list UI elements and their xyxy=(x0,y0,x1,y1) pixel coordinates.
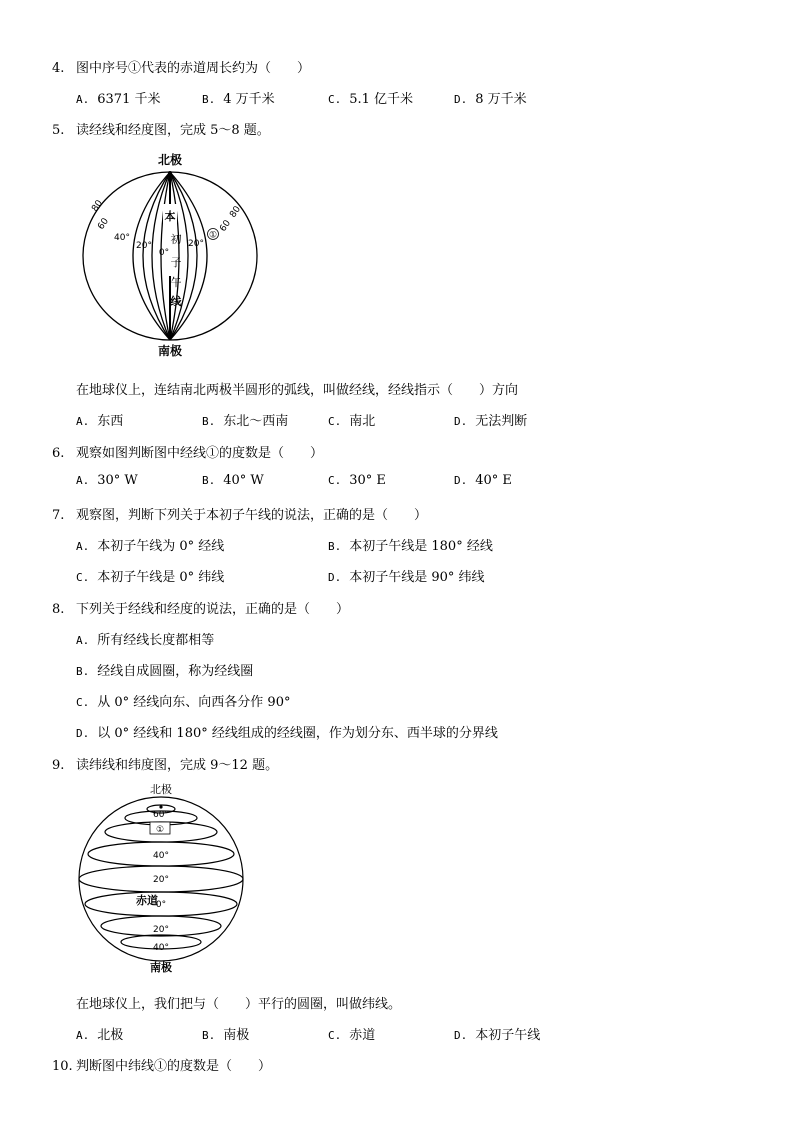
lat-label-20s: 20° xyxy=(153,925,169,935)
option-key: D. xyxy=(454,415,468,428)
question-text: 读纬线和纬度图，完成 9～12 题。 xyxy=(76,758,279,773)
marker-label-1: ① xyxy=(155,825,165,835)
option-text: 北极 xyxy=(97,1028,124,1043)
lat-label-20n: 20° xyxy=(153,875,169,885)
option-a[interactable] xyxy=(76,1024,123,1043)
question-7 xyxy=(52,504,427,523)
question-4 xyxy=(52,57,310,76)
question-number: 10. xyxy=(52,1059,73,1074)
lat-label-40s: 40° xyxy=(153,943,169,953)
question-6 xyxy=(52,442,323,461)
north-pole-label: 北极 xyxy=(157,153,183,167)
option-key: C. xyxy=(328,93,342,106)
option-b[interactable] xyxy=(202,88,275,107)
prime-meridian-char: 子 xyxy=(170,256,182,269)
option-a[interactable] xyxy=(76,473,138,488)
option-key: A. xyxy=(76,634,90,647)
option-text: 东西 xyxy=(97,414,124,429)
option-key: D. xyxy=(76,727,90,740)
degree-label-20e: 20° xyxy=(188,239,204,249)
option-c[interactable] xyxy=(76,566,224,585)
option-text: 本初子午线是 0° 纬线 xyxy=(97,570,225,585)
option-c[interactable] xyxy=(328,1024,375,1043)
south-pole-label: 南极 xyxy=(157,344,183,358)
north-pole-label: 北极 xyxy=(150,783,172,796)
south-pole-label: 南极 xyxy=(150,961,172,974)
option-text: 40° E xyxy=(475,473,512,488)
degree-label-60w: 60 xyxy=(96,216,112,232)
north-pole-dot xyxy=(159,805,162,808)
question-5-stem: 在地球仪上，连结南北两极半圆形的弧线，叫做经线，经线指示（ ）方向 xyxy=(76,383,519,398)
option-b[interactable] xyxy=(202,473,264,488)
option-text: 40° W xyxy=(223,473,264,488)
option-text: 赤道 xyxy=(349,1028,376,1043)
option-b[interactable] xyxy=(202,410,288,429)
option-d[interactable] xyxy=(454,1024,540,1043)
prime-meridian-char: 初 xyxy=(170,233,182,246)
prime-meridian-char: 午 xyxy=(170,276,182,289)
option-text: 30° E xyxy=(349,473,386,488)
option-key: A. xyxy=(76,540,90,553)
option-key: A. xyxy=(76,474,90,487)
lat-label-40n: 40° xyxy=(153,851,169,861)
option-key: A. xyxy=(76,1029,90,1042)
option-key: A. xyxy=(76,415,90,428)
question-text: 读经线和经度图，完成 5～8 题。 xyxy=(76,123,270,138)
option-text: 南北 xyxy=(349,414,376,429)
option-key: B. xyxy=(76,665,90,678)
question-number: 6. xyxy=(52,446,65,461)
option-b[interactable] xyxy=(76,660,253,679)
degree-label-40w: 40° xyxy=(114,233,130,243)
option-text: 本初子午线为 0° 经线 xyxy=(97,539,225,554)
option-text: 以 0° 经线和 180° 经线组成的经线圈，作为划分东、西半球的分界线 xyxy=(97,726,498,741)
option-text: 本初子午线 xyxy=(475,1028,541,1043)
option-key: B. xyxy=(202,1029,216,1042)
marker-label-1: ① xyxy=(208,230,218,241)
option-key: D. xyxy=(454,93,468,106)
question-number: 4. xyxy=(52,61,65,76)
question-10 xyxy=(52,1055,271,1074)
degree-label-80e: 80 xyxy=(228,204,244,220)
option-d[interactable] xyxy=(328,566,485,585)
option-text: 东北～西南 xyxy=(223,414,289,429)
equator-label: 赤道 xyxy=(136,894,158,907)
option-a[interactable] xyxy=(76,629,214,648)
question-text: 观察图，判断下列关于本初子午线的说法，正确的是（ ） xyxy=(76,508,428,523)
option-text: 经线自成圆圈，称为经线圈 xyxy=(97,664,254,679)
option-text: 无法判断 xyxy=(475,414,528,429)
question-number: 5. xyxy=(52,123,65,138)
question-number: 7. xyxy=(52,508,65,523)
option-text: 4 万千米 xyxy=(223,92,275,107)
latitude-globe-figure xyxy=(76,780,246,975)
question-text: 图中序号①代表的赤道周长约为（ ） xyxy=(76,61,311,76)
option-d[interactable] xyxy=(454,410,527,429)
lat-label-0: 0° xyxy=(155,900,167,910)
option-key: D. xyxy=(328,571,342,584)
option-a[interactable] xyxy=(76,535,224,554)
option-text: 5.1 亿千米 xyxy=(349,92,414,107)
option-d[interactable] xyxy=(454,88,527,107)
option-a[interactable] xyxy=(76,88,160,107)
option-key: B. xyxy=(202,93,216,106)
degree-label-20w: 20° xyxy=(136,241,152,251)
degree-label-80w: 80 xyxy=(90,198,106,214)
option-key: B. xyxy=(202,415,216,428)
option-key: A. xyxy=(76,93,90,106)
question-9-stem: 在地球仪上，我们把与（ ）平行的圆圈，叫做纬线。 xyxy=(76,997,402,1012)
question-8 xyxy=(52,598,349,617)
zero-degree-label: 0° xyxy=(158,248,170,258)
option-a[interactable] xyxy=(76,410,123,429)
meridian-globe-figure xyxy=(76,148,266,363)
question-9 xyxy=(52,754,278,773)
option-key: C. xyxy=(76,571,90,584)
option-text: 8 万千米 xyxy=(475,92,527,107)
option-b[interactable] xyxy=(202,1024,249,1043)
option-text: 本初子午线是 90° 纬线 xyxy=(349,570,485,585)
option-c[interactable] xyxy=(76,691,290,710)
option-key: B. xyxy=(202,474,216,487)
degree-label-60e: 60 xyxy=(218,218,234,234)
question-number: 9. xyxy=(52,758,65,773)
option-text: 所有经线长度都相等 xyxy=(97,633,215,648)
option-text: 6371 千米 xyxy=(97,92,161,107)
option-key: C. xyxy=(328,1029,342,1042)
prime-meridian-char: 线 xyxy=(170,295,182,308)
question-text: 判断图中纬线①的度数是（ ） xyxy=(76,1059,272,1074)
option-d[interactable] xyxy=(76,722,498,741)
option-text: 从 0° 经线向东、向西各分作 90° xyxy=(97,695,291,710)
option-key: C. xyxy=(76,696,90,709)
option-text: 南极 xyxy=(223,1028,250,1043)
option-key: D. xyxy=(454,474,468,487)
question-text: 下列关于经线和经度的说法，正确的是（ ） xyxy=(76,602,350,617)
option-c[interactable] xyxy=(328,473,386,488)
question-5 xyxy=(52,119,270,138)
option-d[interactable] xyxy=(454,473,512,488)
option-text: 本初子午线是 180° 经线 xyxy=(349,539,493,554)
option-key: C. xyxy=(328,415,342,428)
question-number: 8. xyxy=(52,602,65,617)
option-b[interactable] xyxy=(328,535,493,554)
option-key: D. xyxy=(454,1029,468,1042)
question-text: 观察如图判断图中经线①的度数是（ ） xyxy=(76,446,324,461)
north-pole-dot xyxy=(168,171,172,175)
option-text: 30° W xyxy=(97,473,138,488)
option-key: C. xyxy=(328,474,342,487)
option-c[interactable] xyxy=(328,88,413,107)
prime-meridian-char: 本 xyxy=(164,210,176,223)
lat-label-60n: 60° xyxy=(153,810,169,820)
option-c[interactable] xyxy=(328,410,375,429)
option-key: B. xyxy=(328,540,342,553)
